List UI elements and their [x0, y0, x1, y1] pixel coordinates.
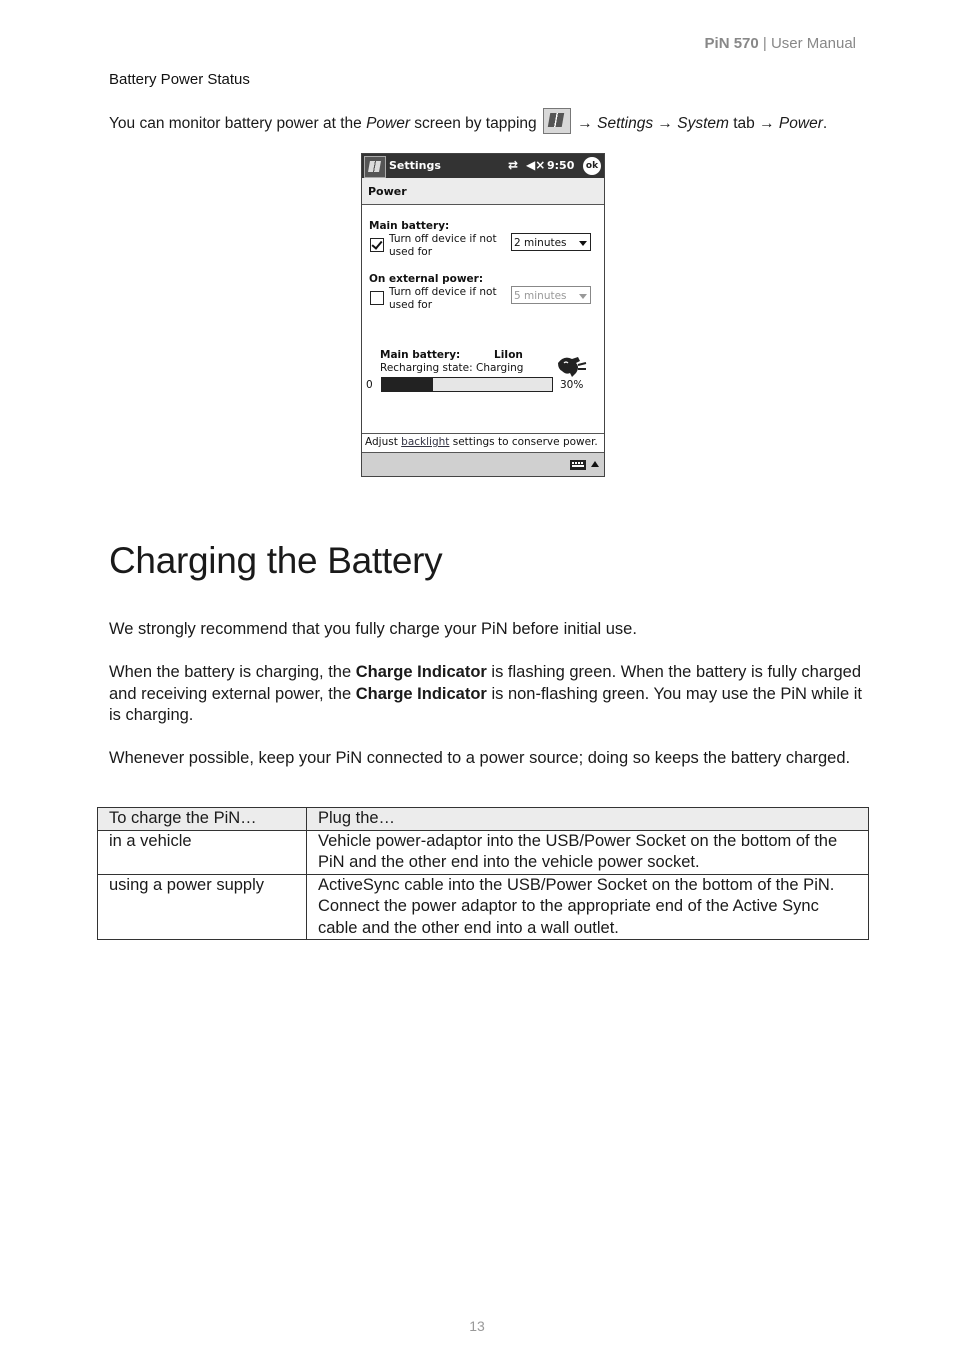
table-cell-instructions — [307, 874, 869, 940]
doc-title: User Manual — [770, 35, 856, 52]
table-header-row — [98, 808, 869, 831]
table-row — [98, 830, 869, 874]
page-number: 13 — [469, 1318, 485, 1334]
start-menu-icon[interactable] — [364, 156, 386, 178]
battery-progress-bar — [381, 377, 553, 392]
arrow-2: → — [653, 115, 678, 132]
intro-after-power: screen by tapping — [410, 115, 541, 132]
p2-part-c: is flashing green. When the battery is fully charged and receiving external power, the — [109, 663, 862, 703]
intro-power: Power — [366, 115, 410, 132]
footer-after: settings to conserve power. — [449, 436, 598, 448]
ext-turnoff-text — [389, 286, 497, 312]
battery-progress-fill — [382, 378, 433, 391]
table-cell-method: in a vehicle — [98, 830, 307, 874]
device-screenshot — [361, 153, 605, 477]
chevron-up-icon[interactable] — [591, 461, 599, 467]
ok-button[interactable]: ok — [583, 157, 601, 175]
main-turnoff-text — [389, 233, 497, 259]
p2-charge-indicator-1: Charge Indicator — [355, 663, 487, 681]
device-title-bar — [362, 154, 604, 178]
page-header — [705, 35, 856, 52]
device-title: Settings — [389, 159, 441, 172]
paragraph-2 — [109, 662, 869, 727]
paragraph-3: Whenever possible, keep your PiN connected to a power source; doing so keeps the battery charged. — [109, 749, 851, 767]
row1-socket: USB/Power Socket — [545, 831, 686, 850]
device-footer-text — [365, 436, 598, 449]
recharging-state: Recharging state: Charging — [380, 362, 524, 374]
intro-power-end: Power — [778, 115, 823, 132]
external-power-label: On external power: — [369, 273, 484, 285]
intro-period: . — [822, 115, 828, 132]
main-timeout-select[interactable] — [511, 233, 591, 251]
arrow-1: → — [572, 115, 598, 132]
external-timeout-select[interactable] — [511, 286, 591, 304]
sync-icon[interactable]: ⇄ — [508, 158, 519, 172]
row2-part-a: ActiveSync cable into the — [318, 875, 507, 894]
main-timeout-value: 2 minutes — [514, 237, 567, 249]
speaker-icon[interactable]: ◀× — [526, 158, 546, 172]
intro-tab: tab — [728, 115, 755, 132]
windows-start-icon — [543, 108, 571, 134]
main-battery-label: Main battery: — [369, 220, 450, 232]
table-header-cell: Plug the… — [307, 808, 869, 831]
device-clock[interactable]: 9:50 — [547, 159, 575, 172]
intro-before: You can monitor battery power at the — [109, 115, 367, 132]
backlight-link[interactable]: backlight — [401, 436, 450, 448]
chevron-down-icon — [579, 294, 587, 299]
external-power-checkbox[interactable] — [370, 291, 384, 305]
page-heading: Charging the Battery — [109, 540, 443, 581]
device-bottom-bar — [362, 452, 604, 477]
section-title: Battery Power Status — [109, 71, 250, 88]
charging-table — [97, 807, 869, 940]
device-tab-header — [362, 178, 604, 205]
table-header-cell: To charge the PiN… — [98, 808, 307, 831]
main-turnoff-line2: used for — [389, 246, 433, 258]
main-battery-checkbox[interactable] — [370, 238, 384, 252]
footer-divider — [362, 433, 604, 434]
footer-before: Adjust — [365, 436, 402, 448]
product-name: PiN 570 — [704, 35, 759, 52]
arrow-3: → — [754, 115, 779, 132]
p2-part-a: When the battery is charging, the — [109, 663, 356, 681]
row1-part-a: Vehicle power-adaptor into the — [318, 831, 546, 850]
battery-percent: 30% — [560, 379, 584, 391]
table-cell-instructions — [307, 830, 869, 874]
main-turnoff-line1: Turn off device if not — [389, 233, 497, 245]
row2-socket: USB/Power Socket — [506, 875, 648, 894]
paragraph-1: We strongly recommend that you fully charge your PiN before initial use. — [109, 620, 637, 638]
chevron-down-icon — [579, 241, 587, 246]
header-separator: | — [758, 35, 771, 52]
intro-settings: Settings — [597, 115, 654, 132]
ext-timeout-value: 5 minutes — [514, 290, 567, 302]
p2-part-e: is non-flashing green. You may use the PiN while it is charging. — [109, 684, 862, 724]
battery-type: LiIon — [494, 349, 523, 361]
keyboard-icon[interactable] — [570, 460, 586, 470]
row1-part-c: on the bottom of the PiN and the other end into the vehicle power socket. — [318, 831, 838, 871]
ext-turnoff-line1: Turn off device if not — [389, 286, 497, 298]
intro-system: System — [677, 115, 729, 132]
power-plug-icon — [556, 353, 590, 379]
status-main-battery-label: Main battery: — [380, 349, 461, 361]
ext-turnoff-line2: used for — [389, 299, 433, 311]
table-cell-method: using a power supply — [98, 874, 307, 940]
table-row — [98, 874, 869, 940]
intro-text — [109, 108, 827, 134]
row2-part-c: on the bottom of the PiN. Connect the power adaptor to the appropriate end of the Active Sync cable and the other end into a wall outlet. — [318, 875, 835, 937]
p2-charge-indicator-2: Charge Indicator — [355, 684, 487, 703]
bar-min-label: 0 — [366, 379, 373, 391]
tab-header-label: Power — [368, 185, 407, 198]
